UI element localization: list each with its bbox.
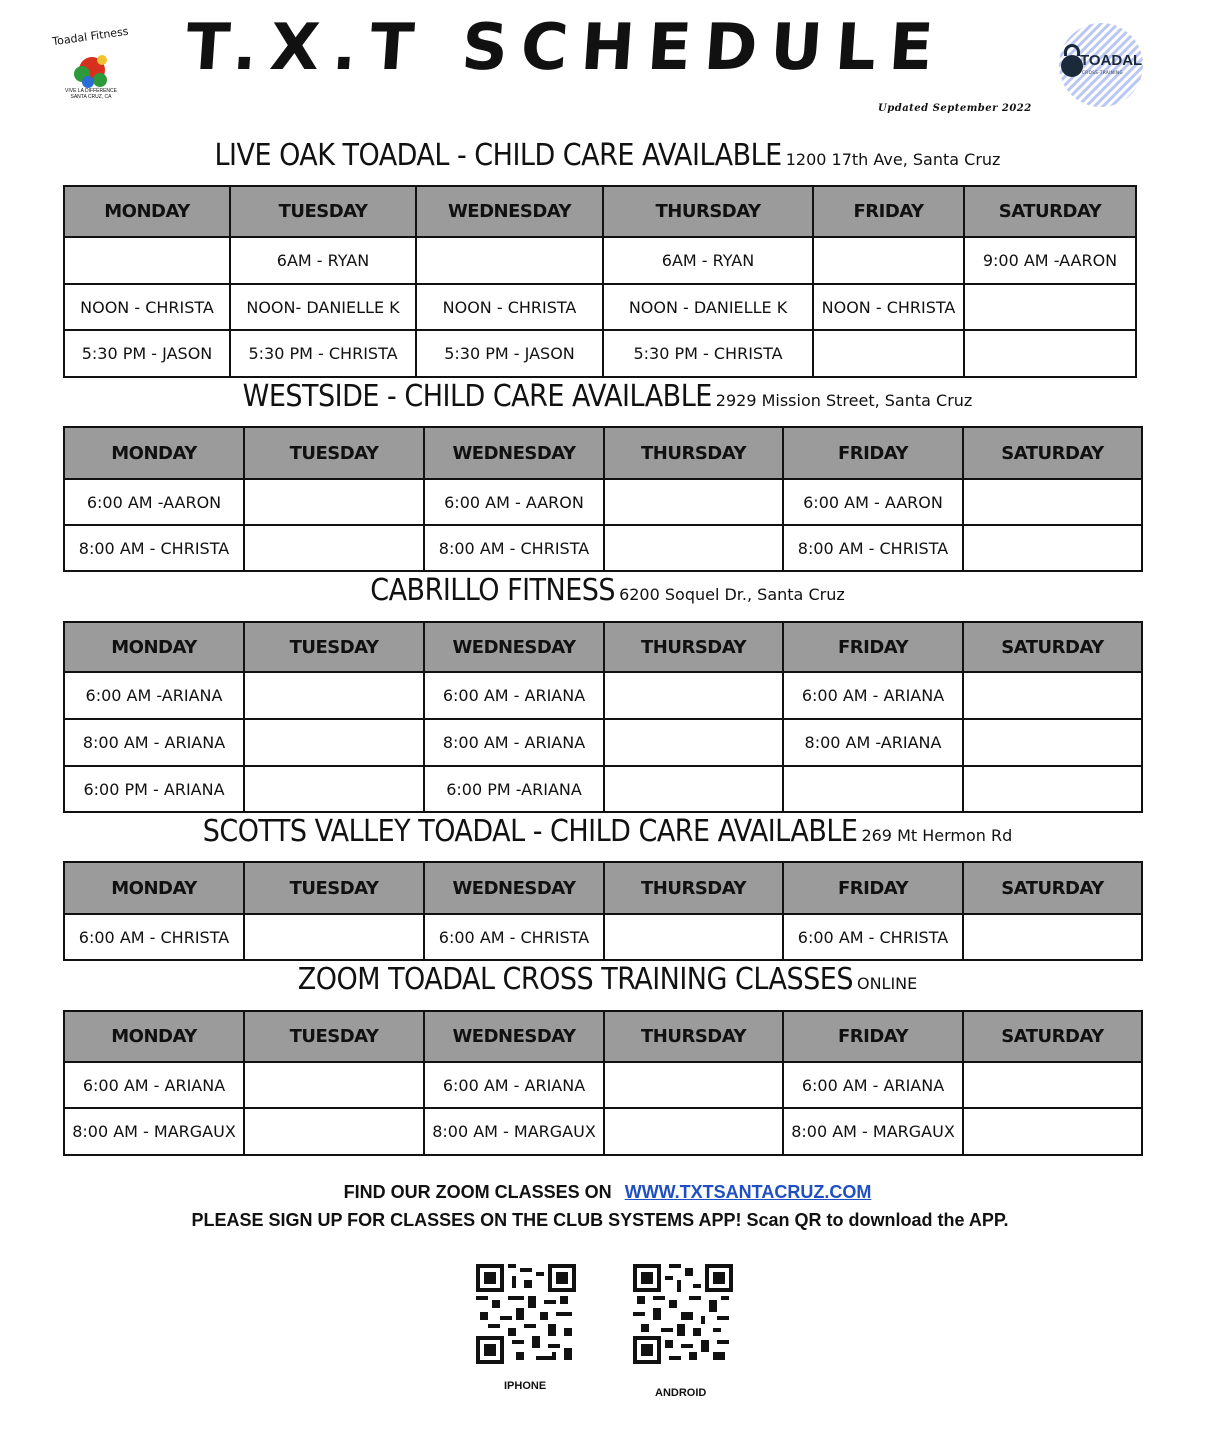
zoom-classes-text: FIND OUR ZOOM CLASSES ON: [343, 1182, 612, 1202]
schedule-cell: [604, 1108, 783, 1155]
schedule-cell: [783, 766, 963, 812]
column-header-wednesday: WEDNESDAY: [424, 1011, 604, 1062]
schedule-cell: [244, 1108, 424, 1155]
page-title: T.X.T SCHEDULE: [183, 11, 949, 85]
schedule-cell: 6:00 AM - CHRISTA: [783, 914, 963, 960]
schedule-cell: 6:00 AM -ARIANA: [64, 672, 244, 719]
schedule-cell: 8:00 AM - CHRISTA: [424, 525, 604, 571]
left-logo-location: SANTA CRUZ, CA: [70, 94, 112, 100]
column-header-friday: FRIDAY: [783, 622, 963, 672]
table-row: [64, 1062, 1142, 1108]
schedule-cell: 8:00 AM - MARGAUX: [424, 1108, 604, 1155]
schedule-cell: [244, 672, 424, 719]
schedule-cell: [244, 525, 424, 571]
section-name: LIVE OAK TOADAL - CHILD CARE AVAILABLE: [214, 138, 782, 173]
table-row: [64, 766, 1142, 812]
schedule-cell: 5:30 PM - CHRISTA: [603, 330, 813, 377]
column-header-monday: MONDAY: [64, 427, 244, 479]
schedule-cell: [963, 525, 1142, 571]
schedule-cell: [964, 330, 1136, 377]
table-header-row: [64, 622, 1142, 672]
table-row: [64, 1108, 1142, 1155]
section-name: ZOOM TOADAL CROSS TRAINING CLASSES: [297, 962, 853, 997]
schedule-cell: 8:00 AM - CHRISTA: [783, 525, 963, 571]
schedule-cell: [604, 479, 783, 525]
table-row: [64, 479, 1142, 525]
schedule-cell: NOON - CHRISTA: [64, 284, 230, 330]
column-header-saturday: SATURDAY: [963, 427, 1142, 479]
schedule-cell: NOON - CHRISTA: [813, 284, 964, 330]
schedule-cell: [604, 1062, 783, 1108]
schedule-cell: 6:00 AM - CHRISTA: [424, 914, 604, 960]
qr-label-android: ANDROID: [655, 1387, 707, 1399]
table-header-row: [64, 186, 1136, 237]
website-link[interactable]: WWW.TXTSANTACRUZ.COM: [624, 1182, 872, 1202]
section-name: CABRILLO FITNESS: [370, 573, 616, 608]
schedule-cell: NOON - DANIELLE K: [603, 284, 813, 330]
schedule-cell: [604, 719, 783, 766]
table-row: [64, 284, 1136, 330]
updated-date: Updated September 2022: [878, 103, 1032, 114]
section-address: 2929 Mission Street, Santa Cruz: [715, 391, 973, 410]
right-logo-title: TOADAL: [1080, 52, 1143, 69]
toadal-cross-training-logo: [1058, 22, 1144, 108]
column-header-monday: MONDAY: [64, 862, 244, 914]
schedule-cell: 6:00 AM - ARIANA: [783, 672, 963, 719]
table-row: [64, 525, 1142, 571]
schedule-cell: 6:00 AM - ARIANA: [424, 672, 604, 719]
table-row: [64, 237, 1136, 284]
column-header-thursday: THURSDAY: [604, 862, 783, 914]
column-header-thursday: THURSDAY: [604, 427, 783, 479]
table-row: [64, 719, 1142, 766]
column-header-thursday: THURSDAY: [604, 1011, 783, 1062]
column-header-friday: FRIDAY: [783, 1011, 963, 1062]
table-row: [64, 672, 1142, 719]
schedule-cell: 8:00 AM -ARIANA: [783, 719, 963, 766]
schedule-cell: 6:00 AM -AARON: [64, 479, 244, 525]
schedule-cell: [963, 479, 1142, 525]
column-header-saturday: SATURDAY: [963, 1011, 1142, 1062]
column-header-friday: FRIDAY: [813, 186, 964, 237]
schedule-cell: 6:00 AM - AARON: [424, 479, 604, 525]
schedule-cell: [963, 1062, 1142, 1108]
zoom-classes-line: [0, 1182, 1215, 1203]
section-heading-live-oak: [0, 138, 1215, 173]
column-header-monday: MONDAY: [64, 1011, 244, 1062]
column-header-wednesday: WEDNESDAY: [424, 622, 604, 672]
right-logo-subtitle: CROSS-TRAINING: [1082, 70, 1124, 75]
schedule-cell: [963, 766, 1142, 812]
schedule-cell: [963, 719, 1142, 766]
schedule-table-westside: [63, 426, 1143, 572]
schedule-cell: 6AM - RYAN: [603, 237, 813, 284]
column-header-tuesday: TUESDAY: [230, 186, 416, 237]
left-logo-tagline: [56, 88, 126, 100]
schedule-cell: 6AM - RYAN: [230, 237, 416, 284]
table-header-row: [64, 862, 1142, 914]
schedule-cell: NOON - CHRISTA: [416, 284, 603, 330]
toadal-fitness-logo: [48, 24, 138, 110]
column-header-tuesday: TUESDAY: [244, 862, 424, 914]
schedule-cell: [244, 719, 424, 766]
section-name: WESTSIDE - CHILD CARE AVAILABLE: [242, 379, 712, 414]
section-heading-scotts-valley: [0, 814, 1215, 849]
schedule-cell: 8:00 AM - CHRISTA: [64, 525, 244, 571]
schedule-table-zoom: [63, 1010, 1143, 1156]
schedule-cell: [416, 237, 603, 284]
schedule-cell: [604, 672, 783, 719]
column-header-thursday: THURSDAY: [604, 622, 783, 672]
schedule-cell: 5:30 PM - JASON: [64, 330, 230, 377]
schedule-cell: [244, 914, 424, 960]
schedule-cell: 6:00 AM - ARIANA: [424, 1062, 604, 1108]
schedule-cell: [964, 284, 1136, 330]
section-address: 6200 Soquel Dr., Santa Cruz: [619, 585, 845, 604]
left-logo-title: Toadal Fitness: [51, 24, 130, 49]
schedule-cell: [604, 766, 783, 812]
schedule-cell: 6:00 AM - CHRISTA: [64, 914, 244, 960]
column-header-saturday: SATURDAY: [963, 862, 1142, 914]
table-row: [64, 330, 1136, 377]
schedule-cell: [244, 479, 424, 525]
signup-instructions: PLEASE SIGN UP FOR CLASSES ON THE CLUB SYSTEMS APP! Scan QR to download the APP.: [191, 1210, 1009, 1230]
column-header-monday: MONDAY: [64, 186, 230, 237]
schedule-cell: [244, 1062, 424, 1108]
column-header-friday: FRIDAY: [783, 862, 963, 914]
schedule-cell: NOON- DANIELLE K: [230, 284, 416, 330]
table-row: [64, 914, 1142, 960]
column-header-tuesday: TUESDAY: [244, 1011, 424, 1062]
schedule-cell: [604, 525, 783, 571]
column-header-wednesday: WEDNESDAY: [424, 427, 604, 479]
schedule-table-live-oak: [63, 185, 1137, 378]
qr-code-iphone[interactable]: [476, 1264, 576, 1364]
column-header-thursday: THURSDAY: [603, 186, 813, 237]
table-header-row: [64, 427, 1142, 479]
schedule-cell: [963, 914, 1142, 960]
section-name: SCOTTS VALLEY TOADAL - CHILD CARE AVAILABLE: [202, 814, 858, 849]
left-logo-tagline-line: VIVE LA DIFFÉRENCE: [65, 88, 117, 94]
schedule-cell: [244, 766, 424, 812]
schedule-cell: [963, 1108, 1142, 1155]
schedule-cell: 5:30 PM - CHRISTA: [230, 330, 416, 377]
schedule-cell: 6:00 PM -ARIANA: [424, 766, 604, 812]
schedule-cell: 9:00 AM -AARON: [964, 237, 1136, 284]
column-header-saturday: SATURDAY: [963, 622, 1142, 672]
schedule-cell: 8:00 AM - MARGAUX: [783, 1108, 963, 1155]
column-header-wednesday: WEDNESDAY: [416, 186, 603, 237]
schedule-cell: 6:00 PM - ARIANA: [64, 766, 244, 812]
schedule-cell: 8:00 AM - ARIANA: [424, 719, 604, 766]
schedule-table-scotts-valley: [63, 861, 1143, 961]
section-heading-cabrillo: [0, 573, 1215, 608]
schedule-cell: [813, 237, 964, 284]
column-header-friday: FRIDAY: [783, 427, 963, 479]
schedule-table-cabrillo: [63, 621, 1143, 813]
column-header-tuesday: TUESDAY: [244, 622, 424, 672]
column-header-tuesday: TUESDAY: [244, 427, 424, 479]
schedule-cell: 6:00 AM - AARON: [783, 479, 963, 525]
section-heading-westside: [0, 379, 1215, 414]
schedule-cell: 5:30 PM - JASON: [416, 330, 603, 377]
schedule-cell: [963, 672, 1142, 719]
schedule-cell: 8:00 AM - ARIANA: [64, 719, 244, 766]
schedule-cell: [604, 914, 783, 960]
column-header-wednesday: WEDNESDAY: [424, 862, 604, 914]
section-heading-zoom: [0, 962, 1215, 997]
column-header-saturday: SATURDAY: [964, 186, 1136, 237]
section-address: 1200 17th Ave, Santa Cruz: [785, 150, 1001, 169]
schedule-cell: [64, 237, 230, 284]
qr-code-android[interactable]: [633, 1264, 733, 1364]
column-header-monday: MONDAY: [64, 622, 244, 672]
schedule-cell: 6:00 AM - ARIANA: [64, 1062, 244, 1108]
table-header-row: [64, 1011, 1142, 1062]
section-address: 269 Mt Hermon Rd: [861, 826, 1013, 845]
qr-label-iphone: IPHONE: [504, 1380, 547, 1392]
schedule-cell: [813, 330, 964, 377]
section-address: ONLINE: [856, 974, 918, 993]
schedule-cell: 6:00 AM - ARIANA: [783, 1062, 963, 1108]
schedule-cell: 8:00 AM - MARGAUX: [64, 1108, 244, 1155]
